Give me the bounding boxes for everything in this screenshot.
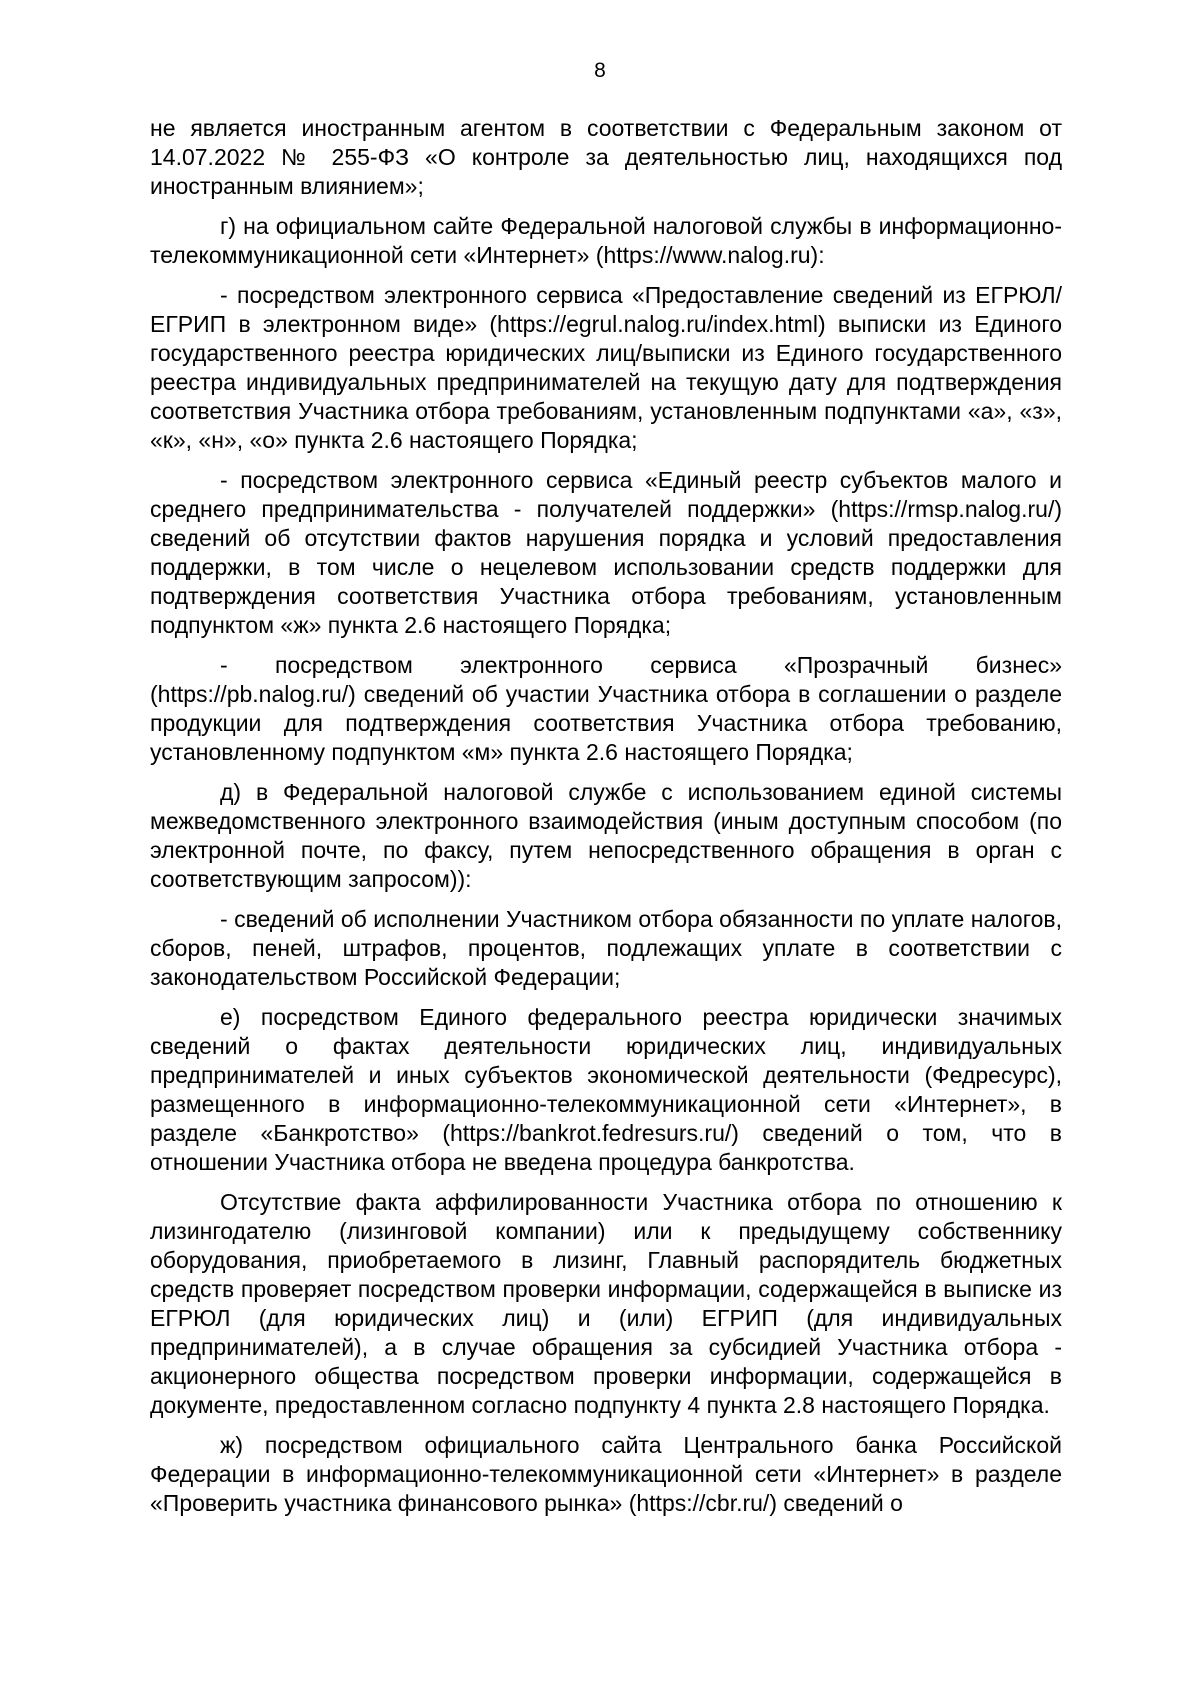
paragraph-affiliation: Отсутствие факта аффилированности Участника отбора по отношению к лизингодателю (лизинговой компании) или к предыдущему собственнику оборудования, приобретаемого в лизинг, Главный распорядитель бюджетных средств проверяет посредством проверки информации, содержащейся в выписке из ЕГРЮЛ (для юридических лиц) и (или) ЕГРИП (для индивидуальных предпринимателей), а в случае обращения за субсидией Участника отбора - акционерного общества посредством проверки информации, содержащейся в документе, предоставленном согласно подпункту 4 пункта 2.8 настоящего Порядка. xyxy=(150,1189,1062,1418)
paragraph-tax-obligations: - сведений об исполнении Участником отбора обязанности по уплате налогов, сборов, пеней, штрафов, процентов, подлежащих уплате в соответствии с законодательством Российской Федерации; xyxy=(150,906,1062,990)
paragraph-e-fedresurs: е) посредством Единого федерального реестра юридически значимых сведений о фактах деятельности юридических лиц, индивидуальных предпринимателей и иных субъектов экономической деятельности (Федресурс), размещенного в информационно-телекоммуникационной сети «Интернет», в разделе «Банкротство» (https://bankrot.fedresurs.ru/) сведений о том, что в отношении Участника отбора не введена процедура банкротства. xyxy=(150,1004,1062,1175)
paragraph-rmsp-service: - посредством электронного сервиса «Единый реестр субъектов малого и среднего предпринимательства - получателей поддержки» (https://rmsp.nalog.ru/) сведений об отсутствии фактов нарушения порядка и условий предоставления поддержки, в том числе о нецелевом использовании средств поддержки для подтверждения соответствия Участника отбора требованиям, установленным подпунктом «ж» пункта 2.6 настоящего Порядка; xyxy=(150,467,1062,638)
paragraph-egrul-service: - посредством электронного сервиса «Предоставление сведений из ЕГРЮЛ/ЕГРИП в электронном виде» (https://egrul.nalog.ru/index.html) выписки из Единого государственного реестра юридических лиц/выписки из Единого государственного реестра индивидуальных предпринимателей на текущую дату для подтверждения соответствия Участника отбора требованиям, установленным подпунктами «а», «з», «к», «н», «о» пункта 2.6 настоящего Порядка; xyxy=(150,282,1062,453)
paragraph-g-fns-site: г) на официальном сайте Федеральной налоговой службы в информационно-телекоммуникационной сети «Интернет» (https://www.nalog.ru): xyxy=(150,213,1062,268)
paragraph-transparent-business: - посредством электронного сервиса «Прозрачный бизнес» (https://pb.nalog.ru/) сведений об участии Участника отбора в соглашении о разделе продукции для подтверждения соответствия Участника отбора требованию, установленному подпунктом «м» пункта 2.6 настоящего Порядка; xyxy=(150,652,1062,765)
paragraph-foreign-agent: не является иностранным агентом в соответствии с Федеральным законом от 14.07.2022 № 255-ФЗ «О контроле за деятельностью лиц, находящихся под иностранным влиянием»; xyxy=(150,115,1062,199)
document-body xyxy=(150,114,1062,1529)
page-number: 8 xyxy=(594,59,606,82)
paragraph-zh-central-bank: ж) посредством официального сайта Центрального банка Российской Федерации в информационно-телекоммуникационной сети «Интернет» в разделе «Проверить участника финансового рынка» (https://cbr.ru/) сведений о xyxy=(150,1432,1062,1516)
paragraph-d-fns-smev: д) в Федеральной налоговой службе с использованием единой системы межведомственного электронного взаимодействия (иным доступным способом (по электронной почте, по факсу, путем непосредственного обращения в орган с соответствующим запросом)): xyxy=(150,779,1062,892)
